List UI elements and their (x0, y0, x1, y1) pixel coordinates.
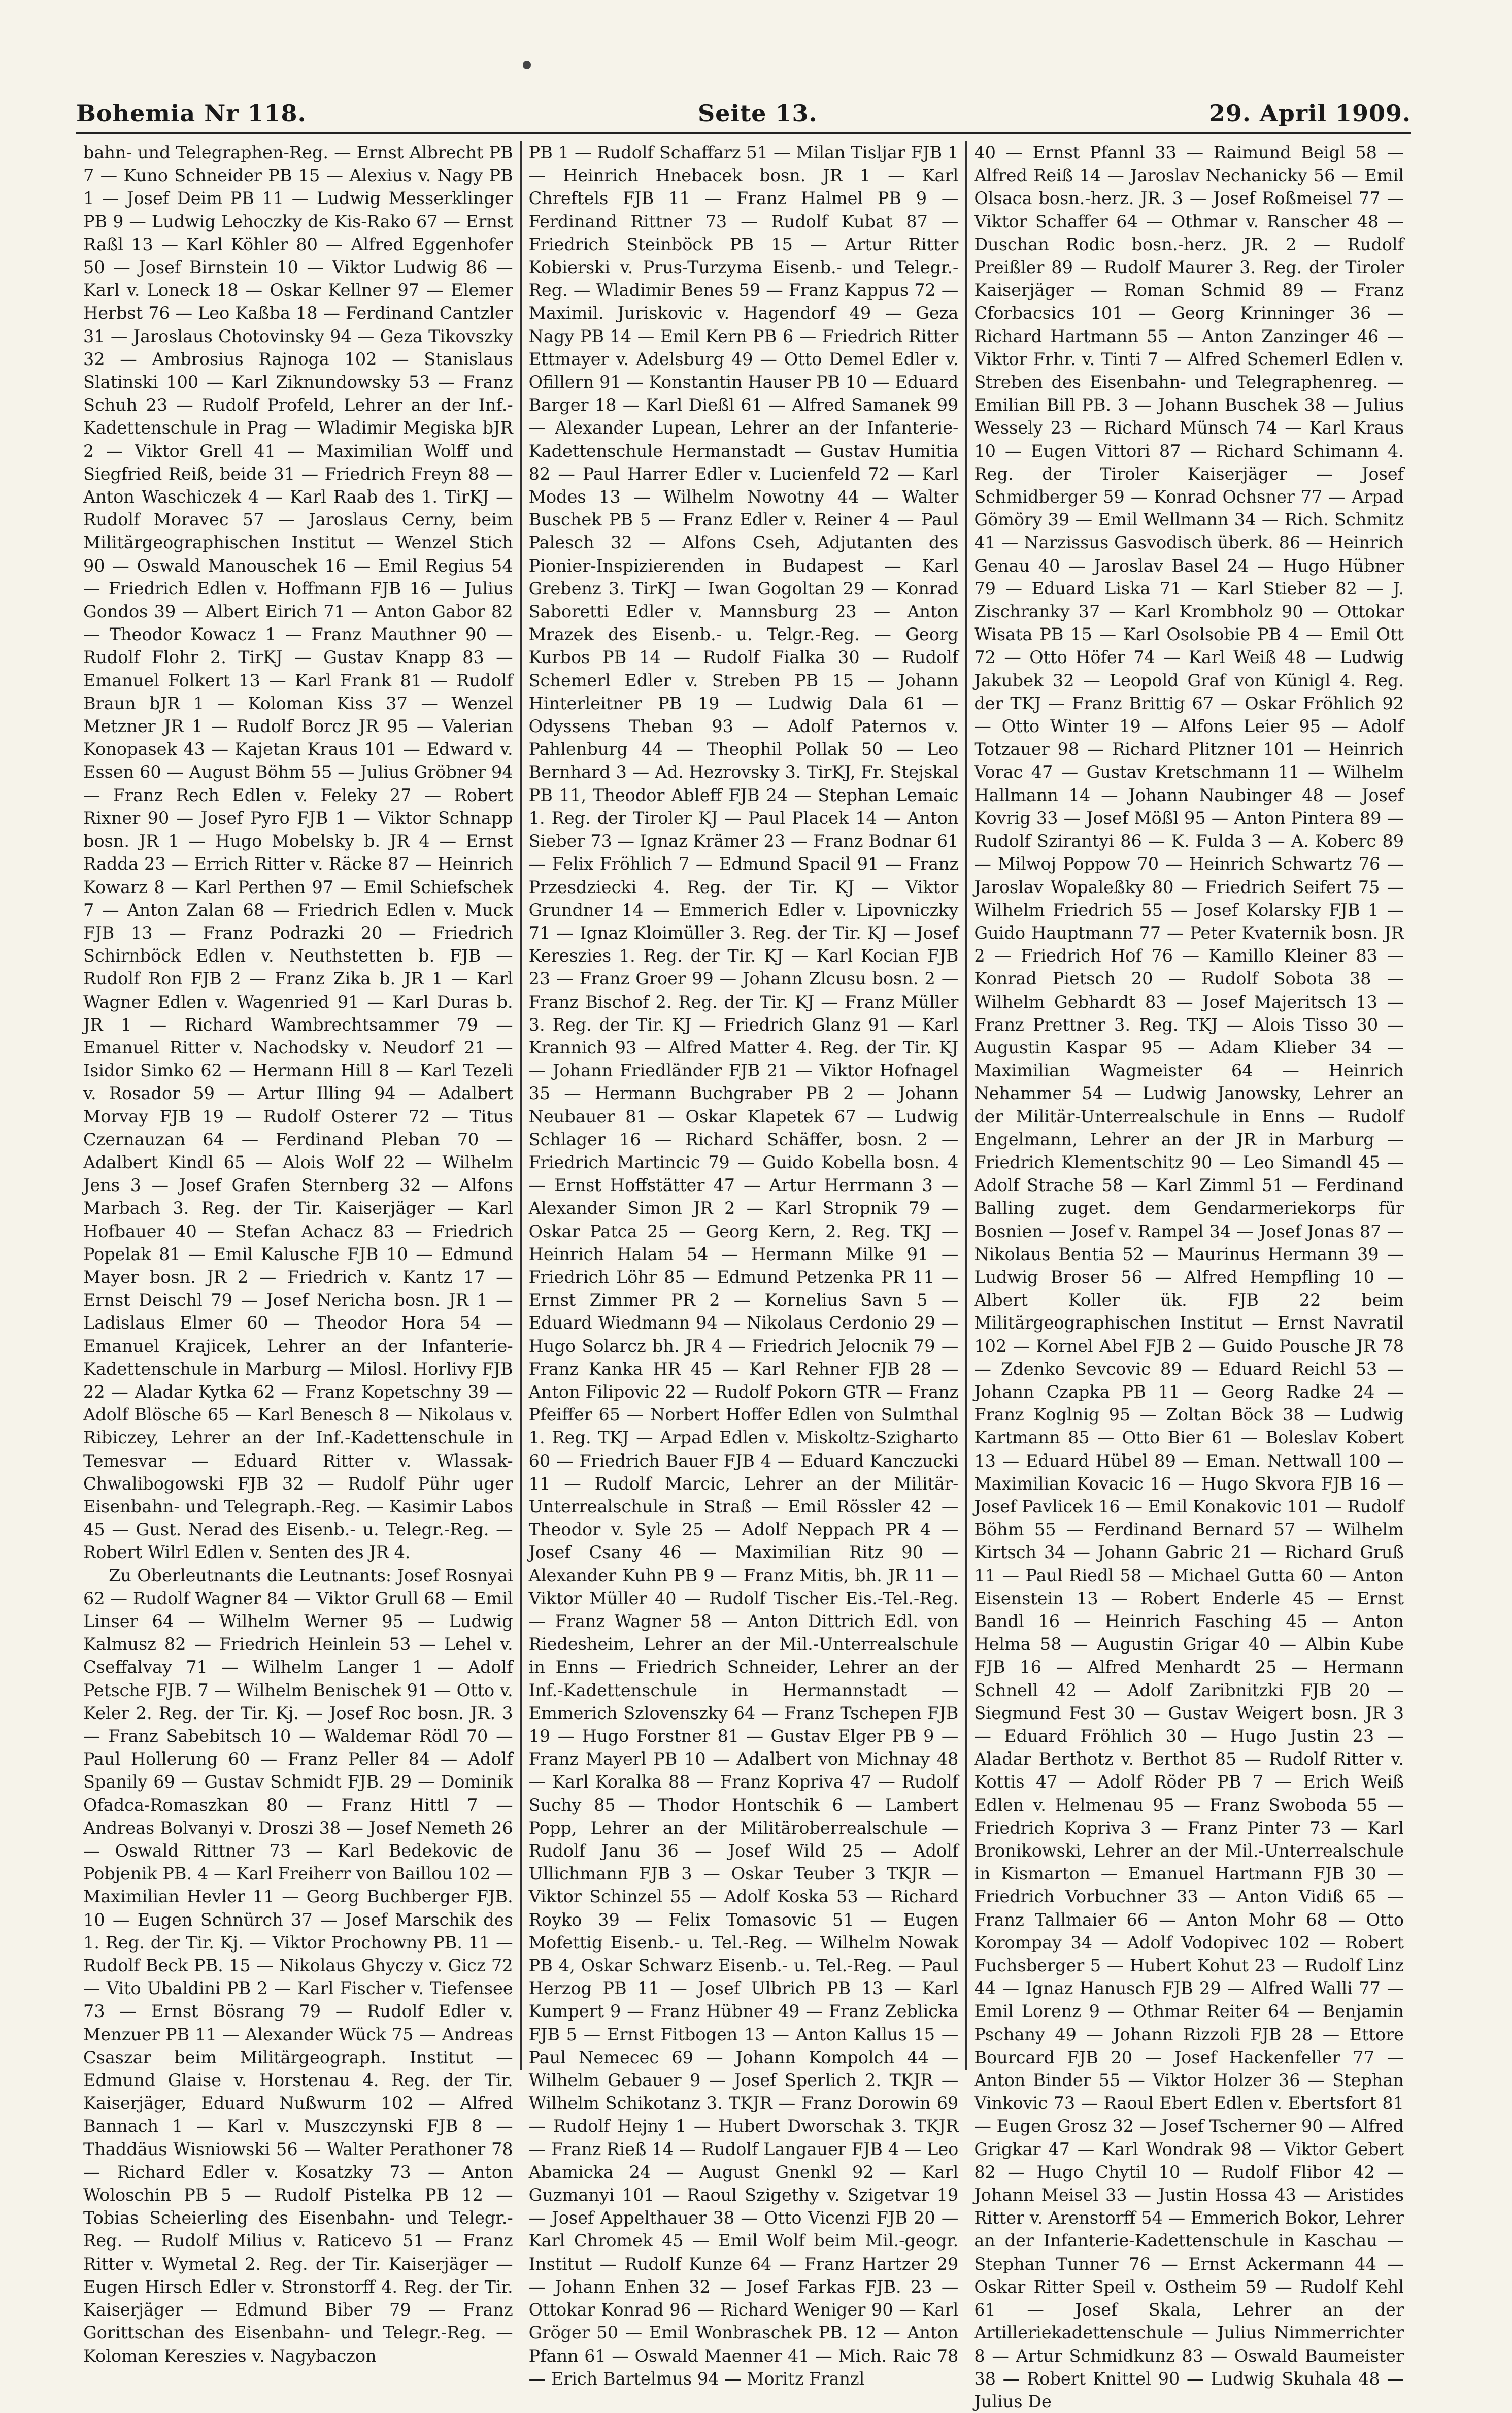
column-3 (965, 141, 1411, 2411)
header-date: 29. April 1909. (1208, 100, 1411, 127)
text-columns (76, 141, 1411, 2411)
ink-dot (523, 61, 531, 69)
header-page-number: Seite 13. (697, 100, 818, 127)
column-1-paragraph-1: bahn- und Telegraphen-Reg. — Ernst Albrecht PB 7 — Kuno Schneider PB 15 — Alexius v. Nagy PB 1 — Josef Deim PB 11 — Ludwig Messerklinger PB 9 — Ludwig Lehoczky de Kis-Rako 67 — Ernst Raßl 13 — Karl Köhler 80 — Alfred Eggenhofer 50 — Josef Birnstein 10 — Viktor Ludwig 86 — Karl v. Loneck 18 — Oskar Kellner 97 — Elemer Herbst 76 — Leo Kaßba 18 — Ferdinand Cantzler 31 — Jaroslaus Chotovinsky 94 — Geza Tikovszky 32 — Ambrosius Rajnoga 102 — Stanislaus Slatinski 100 — Karl Ziknundowsky 53 — Franz Schuh 23 — Rudolf Profeld, Lehrer an der Inf.-Kadettenschule in Prag — Wladimir Megiska bJR 2 — Viktor Grell 41 — Maximilian Wolff und Siegfried Reiß, beide 31 — Friedrich Freyn 88 — Anton Waschiczek 4 — Karl Raab des 1. TirKJ — Rudolf Moravec 57 — Jaroslaus Cerny, beim Militärgeographischen Institut — Wenzel Stich 90 — Oswald Manouschek 16 — Emil Regius 54 — Friedrich Edlen v. Hoffmann FJB 16 — Julius Gondos 39 — Albert Eirich 71 — Anton Gabor 82 — Theodor Kowacz 1 — Franz Mauthner 90 — Rudolf Flohr 2. TirKJ — Gustav Knapp 83 — Emanuel Folkert 13 — Karl Frank 81 — Rudolf Braun bJR 1 — Koloman Kiss 37 — Wenzel Metzner JR 1 — Rudolf Borcz JR 95 — Valerian Konopasek 43 — Kajetan Kraus 101 — Edward v. Essen 60 — August Böhm 55 — Julius Gröbner 94 — Franz Rech Edlen v. Feleky 27 — Robert Rixner 90 — Josef Pyro FJB 1 — Viktor Schnapp bosn. JR 1 — Hugo Mobelsky b. JR 4 — Ernst Radda 23 — Errich Ritter v. Räcke 87 — Heinrich Kowarz 8 — Karl Perthen 97 — Emil Schiefschek 7 — Anton Zalan 68 — Friedrich Edlen v. Muck FJB 13 — Franz Podrazki 20 — Friedrich Schirnböck Edlen v. Neuthstetten b. FJB — Rudolf Ron FJB 2 — Franz Zika b. JR 1 — Karl Wagner Edlen v. Wagenried 91 — Karl Duras b. JR 1 — Richard Wambrechtsammer 79 — Emanuel Ritter v. Nachodsky v. Neudorf 21 — Isidor Simko 62 — Hermann Hill 8 — Karl Tezeli v. Rosador 59 — Artur Illing 94 — Adalbert Morvay FJB 19 — Rudolf Osterer 72 — Titus Czernauzan 64 — Ferdinand Pleban 70 — Adalbert Kindl 65 — Alois Wolf 22 — Wilhelm Jens 3 — Josef Grafen Sternberg 32 — Alfons Marbach 3. Reg. der Tir. Kaiserjäger — Karl Hofbauer 40 — Stefan Achacz 83 — Friedrich Popelak 81 — Emil Kalusche FJB 10 — Edmund Mayer bosn. JR 2 — Friedrich v. Kantz 17 — Ernst Deischl 79 — Josef Nericha bosn. JR 1 — Ladislaus Elmer 60 — Theodor Hora 54 — Emanuel Krajicek, Lehrer an der Infanterie-Kadettenschule in Marburg — Milosl. Horlivy FJB 22 — Aladar Kytka 62 — Franz Kopetschny 39 — Adolf Blösche 65 — Karl Benesch 8 — Nikolaus v. Ribiczey, Lehrer an der Inf.-Kadettenschule in Temesvar — Eduard Ritter v. Wlassak-Chwalibogowski FJB 32 — Rudolf Pühr uger Eisenbahn- und Telegraph.-Reg. — Kasimir Labos 45 — Gust. Nerad des Eisenb.- u. Telegr.-Reg. — Robert Wilrl Edlen v. Senten des JR 4. (83, 143, 513, 1563)
column-1 (76, 141, 520, 2366)
column-2 (520, 141, 966, 2389)
page-header (76, 91, 1411, 127)
newspaper-page (76, 91, 1411, 2411)
column-1-paragraph-2: Zu Oberleutnants die Leutnants: Josef Rosnyai 62 — Rudolf Wagner 84 — Viktor Grull 68 — Emil Linser 64 — Wilhelm Werner 95 — Ludwig Kalmusz 82 — Friedrich Heinlein 53 — Lehel v. Cseffalvay 71 — Wilhelm Langer 1 — Adolf Petsche FJB. 7 — Wilhelm Benischek 91 — Otto v. Keler 2. Reg. der Tir. Kj. — Josef Roc bosn. JR. 3 — Franz Sabebitsch 10 — Waldemar Rödl 70 — Paul Hollerung 60 — Franz Peller 84 — Adolf Spanily 69 — Gustav Schmidt FJB. 29 — Dominik Ofadca-Romaszkan 80 — Franz Hittl 7 — Andreas Bolvanyi v. Droszi 38 — Josef Nemeth 26 — Oswald Rittner 73 — Karl Bedekovic de Pobjenik PB. 4 — Karl Freiherr von Baillou 102 — Maximilian Hevler 11 — Georg Buchberger FJB. 10 — Eugen Schnürch 37 — Josef Marschik des 1. Reg. der Tir. Kj. — Viktor Prochowny PB. 11 — Rudolf Beck PB. 15 — Nikolaus Ghyczy v. Gicz 72 — Vito Ubaldini PB 2 — Karl Fischer v. Tiefensee 73 — Ernst Bösrang 79 — Rudolf Edler v. Menzuer PB 11 — Alexander Wück 75 — Andreas Csaszar beim Militärgeograph. Institut — Edmund Glaise v. Horstenau 4. Reg. der Tir. Kaiserjäger, Eduard Nußwurm 102 — Alfred Bannach 1 — Karl v. Muszczynski FJB 8 — Thaddäus Wisniowski 56 — Walter Perathoner 78 — Richard Edler v. Kosatzky 73 — Anton Woloschin PB 5 — Rudolf Pistelka PB 12 — Tobias Scheierling des Eisenbahn- und Telegr.-Reg. — Rudolf Milius v. Raticevo 51 — Franz Ritter v. Wymetal 2. Reg. der Tir. Kaiserjäger — Eugen Hirsch Edler v. Stronstorff 4. Reg. der Tir. Kaiserjäger — Edmund Biber 79 — Franz Gorittschan des Eisenbahn- und Telegr.-Reg. — Koloman Kereszies v. Nagybaczon (83, 1565, 513, 2366)
header-masthead: Bohemia Nr 118. (76, 100, 307, 127)
header-rule (76, 132, 1411, 134)
column-2-paragraph-1: PB 1 — Rudolf Schaffarz 51 — Milan Tisljar FJB 1 — Heinrich Hnebacek bosn. JR 1 — Karl Chreftels FJB 11 — Franz Halmel PB 9 — Ferdinand Rittner 73 — Rudolf Kubat 87 — Friedrich Steinböck PB 15 — Artur Ritter Kobierski v. Prus-Turzyma Eisenb.- und Telegr.-Reg. — Wladimir Benes 59 — Franz Kappus 72 — Maximil. Juriskovic v. Hagendorf 49 — Geza Nagy PB 14 — Emil Kern PB 6 — Friedrich Ritter Ettmayer v. Adelsburg 49 — Otto Demel Edler v. Ofillern 91 — Konstantin Hauser PB 10 — Eduard Barger 18 — Karl Dießl 61 — Alfred Samanek 99 — Alexander Lupean, Lehrer an der Infanterie-Kadettenschule Hermanstadt — Gustav Humitia 82 — Paul Harrer Edler v. Lucienfeld 72 — Karl Modes 13 — Wilhelm Nowotny 44 — Walter Buschek PB 5 — Franz Edler v. Reiner 4 — Paul Palesch 32 — Alfons Cseh, Adjutanten des Pionier-Inspizierenden in Budapest — Karl Grebenz 3. TirKJ — Iwan Gogoltan 29 — Konrad Saboretti Edler v. Mannsburg 23 — Anton Mrazek des Eisenb.- u. Telgr.-Reg. — Georg Kurbos PB 14 — Rudolf Fialka 30 — Rudolf Schemerl Edler v. Streben PB 15 — Johann Hinterleitner PB 19 — Ludwig Dala 61 — Odyssens Theban 93 — Adolf Paternos v. Pahlenburg 44 — Theophil Pollak 50 — Leo Bernhard 3 — Ad. Hezrovsky 3. TirKJ, Fr. Stejskal PB 11, Theodor Ableff FJB 24 — Stephan Lemaic 1. Reg. der Tiroler KJ — Paul Placek 14 — Anton Sieber 73 — Ignaz Krämer 23 — Franz Bodnar 61 — Felix Fröhlich 7 — Edmund Spacil 91 — Franz Przesdziecki 4. Reg. der Tir. KJ — Viktor Grundner 14 — Emmerich Edler v. Lipovniczky 71 — Ignaz Kloimüller 3. Reg. der Tir. KJ — Josef Kereszies 1. Reg. der Tir. KJ — Karl Kocian FJB 23 — Franz Groer 99 — Johann Zlcusu bosn. 2 — Franz Bischof 2. Reg. der Tir. KJ — Franz Müller 3. Reg. der Tir. KJ — Friedrich Glanz 91 — Karl Krannich 93 — Alfred Matter 4. Reg. der Tir. KJ — Johann Friedländer FJB 21 — Viktor Hofnagel 35 — Hermann Buchgraber PB 2 — Johann Neubauer 81 — Oskar Klapetek 67 — Ludwig Schlager 16 — Richard Schäffer, bosn. 2 — Friedrich Martincic 79 — Guido Kobella bosn. 4 — Ernst Hoffstätter 47 — Artur Herrmann 3 — Alexander Simon JR 2 — Karl Stropnik 79 — Oskar Patca 25 — Georg Kern, 2. Reg. TKJ — Heinrich Halam 54 — Hermann Milke 91 — Friedrich Löhr 85 — Edmund Petzenka PR 11 — Ernst Zimmer PR 2 — Kornelius Savn 5 — Eduard Wiedmann 94 — Nikolaus Cerdonio 29 — Hugo Solarcz bh. JR 4 — Friedrich Jelocnik 79 — Franz Kanka HR 45 — Karl Rehner FJB 28 — Anton Filipovic 22 — Rudolf Pokorn GTR — Franz Pfeiffer 65 — Norbert Hoffer Edlen von Sulmthal 1. Reg. TKJ — Arpad Edlen v. Miskoltz-Szigharto 60 — Friedrich Bauer FJB 4 — Eduard Kanczucki 11 — Rudolf Marcic, Lehrer an der Militär-Unterrealschule in Straß — Emil Rössler 42 — Theodor v. Syle 25 — Adolf Neppach PR 4 — Josef Csany 46 — Maximilian Ritz 90 — Alexander Kuhn PB 9 — Franz Mitis, bh. JR 11 — Viktor Müller 40 — Rudolf Tischer Eis.-Tel.-Reg. — Franz Wagner 58 — Anton Dittrich Edl. von Riedesheim, Lehrer an der Mil.-Unterrealschule in Enns — Friedrich Schneider, Lehrer an der Inf.-Kadettenschule in Hermannstadt — Emmerich Szlovenszky 64 — Franz Tschepen FJB 19 — Hugo Forstner 81 — Gustav Elger PB 9 — Franz Mayerl PB 10 — Adalbert von Michnay 48 — Karl Koralka 88 — Franz Kopriva 47 — Rudolf Suchy 85 — Thodor Hontschik 6 — Lambert Popp, Lehrer an der Militäroberrealschule — Rudolf Janu 36 — Josef Wild 25 — Adolf Ullichmann FJB 3 — Oskar Teuber 3 TKJR — Viktor Schinzel 55 — Adolf Koska 53 — Richard Royko 39 — Felix Tomasovic 51 — Eugen Mofettig Eisenb.- u. Tel.-Reg. — Wilhelm Nowak PB 4, Oskar Schwarz Eisenb.- u. Tel.-Reg. — Paul Herzog PB 11 — Josef Ulbrich PB 13 — Karl Kumpert 9 — Franz Hübner 49 — Franz Zeblicka FJB 5 — Ernst Fitbogen 13 — Anton Kallus 15 — Paul Nemecec 69 — Johann Kompolch 44 — Wilhelm Gebauer 9 — Josef Sperlich 2. TKJR — Wilhelm Schikotanz 3. TKJR — Franz Dorowin 69 — Rudolf Hejny 1 — Hubert Dworschak 3. TKJR — Franz Rieß 14 — Rudolf Langauer FJB 4 — Leo Abamicka 24 — August Gnenkl 92 — Karl Guzmanyi 101 — Raoul Szigethy v. Szigetvar 19 — Josef Appelthauer 38 — Otto Vicenzi FJB 20 — Karl Chromek 45 — Emil Wolf beim Mil.-geogr. Institut — Rudolf Kunze 64 — Franz Hartzer 29 — Johann Enhen 32 — Josef Farkas FJB. 23 — Ottokar Konrad 96 — Richard Weniger 90 — Karl Gröger 50 — Emil Wonbraschek PB. 12 — Anton Pfann 61 — Oswald Maenner 41 — Mich. Raic 78 — Erich Bartelmus 94 — Moritz Franzl (528, 143, 959, 2389)
column-3-paragraph-1: 40 — Ernst Pfannl 33 — Raimund Beigl 58 — Alfred Reiß 14 — Jaroslav Nechanicky 56 — Emil Olsaca bosn.-herz. JR. 3 — Josef Roßmeisel 77 — Viktor Schaffer 64 — Othmar v. Ranscher 48 — Duschan Rodic bosn.-herz. JR. 2 — Rudolf Preißler 89 — Rudolf Maurer 3. Reg. der Tiroler Kaiserjäger — Roman Schmid 89 — Franz Cforbacsics 101 — Georg Krinninger 36 — Richard Hartmann 55 — Anton Zanzinger 46 — Viktor Frhr. v. Tinti 7 — Alfred Schemerl Edlen v. Streben des Eisenbahn- und Telegraphenreg. — Emilian Bill PB. 3 — Johann Buschek 38 — Julius Wessely 23 — Richard Münsch 74 — Karl Kraus 10 — Eugen Vittori 87 — Richard Schimann 4. Reg. der Tiroler Kaiserjäger — Josef Schmidberger 59 — Konrad Ochsner 77 — Arpad Gömöry 39 — Emil Wellmann 34 — Rich. Schmitz 41 — Narzissus Gasvodisch überk. 86 — Heinrich Genau 40 — Jaroslav Basel 24 — Hugo Hübner 79 — Eduard Liska 71 — Karl Stieber 82 — J. Zischranky 37 — Karl Krombholz 90 — Ottokar Wisata PB 15 — Karl Osolsobie PB 4 — Emil Ott 72 — Otto Höfer 74 — Karl Weiß 48 — Ludwig Jakubek 32 — Leopold Graf von Künigl 4. Reg. der TKJ — Franz Brittig 67 — Oskar Fröhlich 92 — Otto Winter 19 — Alfons Leier 95 — Adolf Totzauer 98 — Richard Plitzner 101 — Heinrich Vorac 47 — Gustav Kretschmann 11 — Wilhelm Hallmann 14 — Johann Naubinger 48 — Josef Kovrig 33 — Josef Mößl 95 — Anton Pintera 89 — Rudolf Szirantyi 86 — K. Fulda 3 — A. Koberc 89 — Milwoj Poppow 70 — Heinrich Schwartz 76 — Jaroslav Wopaleßky 80 — Friedrich Seifert 75 — Wilhelm Friedrich 55 — Josef Kolarsky FJB 1 — Guido Hauptmann 77 — Peter Kvaternik bosn. JR 2 — Friedrich Hof 76 — Kamillo Kleiner 83 — Konrad Pietsch 20 — Rudolf Sobota 38 — Wilhelm Gebhardt 83 — Josef Majeritsch 13 — Franz Prettner 3. Reg. TKJ — Alois Tisso 30 — Augustin Kaspar 95 — Adam Klieber 34 — Maximilian Wagmeister 64 — Heinrich Nehammer 54 — Ludwig Janowsky, Lehrer an der Militär-Unterrealschule in Enns — Rudolf Engelmann, Lehrer an der JR in Marburg — Friedrich Klementschitz 90 — Leo Simandl 45 — Adolf Strache 58 — Karl Zimml 51 — Ferdinand Balling zuget. dem Gendarmeriekorps für Bosnien — Josef v. Rampel 34 — Josef Jonas 87 — Nikolaus Bentia 52 — Maurinus Hermann 39 — Ludwig Broser 56 — Alfred Hempfling 10 — Albert Koller ük. FJB 22 beim Militärgeographischen Institut — Ernst Navratil 102 — Kornel Abel FJB 2 — Guido Pousche JR 78 — Zdenko Sevcovic 89 — Eduard Reichl 53 — Johann Czapka PB 11 — Georg Radke 24 — Franz Koglnig 95 — Zoltan Böck 38 — Ludwig Kartmann 85 — Otto Bier 61 — Boleslav Kobert 13 — Eduard Hübel 89 — Eman. Nettwall 100 — Maximilian Kovacic 16 — Hugo Skvora FJB 16 — Josef Pavlicek 16 — Emil Konakovic 101 — Rudolf Böhm 55 — Ferdinand Bernard 57 — Wilhelm Kirtsch 34 — Johann Gabric 21 — Richard Gruß 11 — Paul Riedl 58 — Michael Gutta 60 — Anton Eisenstein 13 — Robert Enderle 45 — Ernst Bandl 16 — Heinrich Fasching 45 — Anton Helma 58 — Augustin Grigar 40 — Albin Kube FJB 16 — Alfred Menhardt 25 — Hermann Schnell 42 — Adolf Zaribnitzki FJB 20 — Siegmund Fest 30 — Gustav Weigert bosn. JR 3 — Eduard Fröhlich 30 — Hugo Justin 23 — Aladar Berthotz v. Berthot 85 — Rudolf Ritter v. Kottis 47 — Adolf Röder PB 7 — Erich Weiß Edlen v. Helmenau 95 — Franz Swoboda 55 — Friedrich Kopriva 3 — Franz Pinter 73 — Karl Bronikowski, Lehrer an der Mil.-Unterrealschule in Kismarton — Emanuel Hartmann FJB 30 — Friedrich Vorbuchner 33 — Anton Vidiß 65 — Franz Tallmaier 66 — Anton Mohr 68 — Otto Korompay 34 — Adolf Vodopivec 102 — Robert Fuchsberger 5 — Hubert Kohut 23 — Rudolf Linz 44 — Ignaz Hanusch FJB 29 — Alfred Walli 77 — Emil Lorenz 9 — Othmar Reiter 64 — Benjamin Pschany 49 — Johann Rizzoli FJB 28 — Ettore Bourcard FJB 20 — Josef Hackenfeller 77 — Anton Binder 55 — Viktor Holzer 36 — Stephan Vinkovic 73 — Raoul Ebert Edlen v. Ebertsfort 81 — Eugen Grosz 32 — Josef Tscherner 90 — Alfred Grigkar 47 — Karl Wondrak 98 — Viktor Gebert 82 — Hugo Chytil 10 — Rudolf Flibor 42 — Johann Meisel 33 — Justin Hossa 43 — Aristides Ritter v. Arenstorff 54 — Emmerich Bokor, Lehrer an der Infanterie-Kadettenschule in Kaschau — Stephan Tunner 76 — Ernst Ackermann 44 — Oskar Ritter Speil v. Ostheim 59 — Rudolf Kehl 61 — Josef Skala, Lehrer an der Artilleriekadettenschule — Julius Nimmerrichter 8 — Artur Schmidkunz 83 — Oswald Baumeister 38 — Robert Knittel 90 — Ludwig Skuhala 48 — Julius De (974, 143, 1404, 2411)
